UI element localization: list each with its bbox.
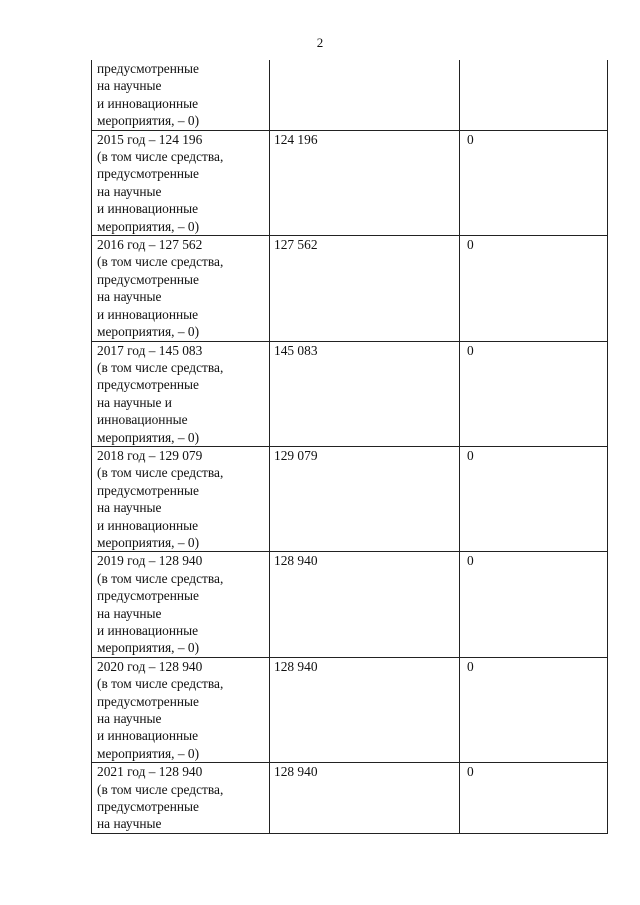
year-description-cell: 2018 год – 129 079 (в том числе средства, предусмотренные на научные и инновационные мероприятия, – 0)	[92, 446, 270, 551]
year-description-cell: 2017 год – 145 083 (в том числе средства, предусмотренные на научные и инновационные мероприятия, – 0)	[92, 341, 270, 446]
total-amount-cell: 128 940	[270, 657, 460, 762]
total-amount-cell: 128 940	[270, 552, 460, 657]
table-row	[92, 130, 608, 235]
year-description-cell: 2016 год – 127 562 (в том числе средства, предусмотренные на научные и инновационные мероприятия, – 0)	[92, 236, 270, 341]
table-row	[92, 657, 608, 762]
other-amount-cell	[460, 60, 608, 130]
total-amount-cell: 127 562	[270, 236, 460, 341]
funding-table	[91, 60, 608, 834]
other-amount-cell: 0	[460, 130, 608, 235]
table-row	[92, 763, 608, 834]
year-description-cell: 2020 год – 128 940 (в том числе средства, предусмотренные на научные и инновационные мероприятия, – 0)	[92, 657, 270, 762]
table-row	[92, 236, 608, 341]
total-amount-cell: 129 079	[270, 446, 460, 551]
other-amount-cell: 0	[460, 657, 608, 762]
table-row	[92, 446, 608, 551]
table-row	[92, 552, 608, 657]
other-amount-cell: 0	[460, 763, 608, 834]
total-amount-cell: 124 196	[270, 130, 460, 235]
total-amount-cell: 128 940	[270, 763, 460, 834]
other-amount-cell: 0	[460, 552, 608, 657]
other-amount-cell: 0	[460, 446, 608, 551]
other-amount-cell: 0	[460, 236, 608, 341]
table-row	[92, 60, 608, 130]
year-description-cell: предусмотренные на научные и инновационные мероприятия, – 0)	[92, 60, 270, 130]
page-number: 2	[316, 35, 324, 50]
other-amount-cell: 0	[460, 341, 608, 446]
year-description-cell: 2021 год – 128 940 (в том числе средства, предусмотренные на научные	[92, 763, 270, 834]
year-description-cell: 2019 год – 128 940 (в том числе средства, предусмотренные на научные и инновационные мероприятия, – 0)	[92, 552, 270, 657]
total-amount-cell	[270, 60, 460, 130]
table-row	[92, 341, 608, 446]
total-amount-cell: 145 083	[270, 341, 460, 446]
year-description-cell: 2015 год – 124 196 (в том числе средства, предусмотренные на научные и инновационные мероприятия, – 0)	[92, 130, 270, 235]
